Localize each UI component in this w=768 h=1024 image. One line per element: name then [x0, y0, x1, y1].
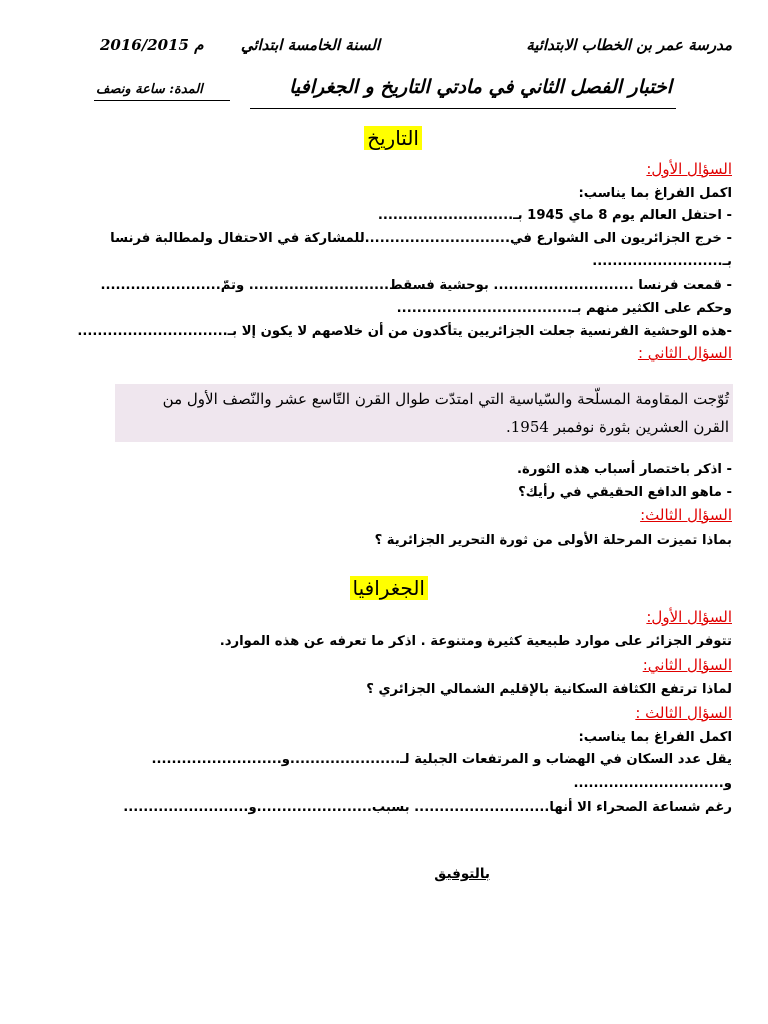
history-heading: التاريخ	[364, 126, 422, 150]
history-q1-line6: -هذه الوحشية الفرنسية جعلت الجزائريين يتأكدون من أن خلاصهم لا يكون إلا بـ..............................	[77, 324, 732, 339]
geography-q2-text: لماذا ترتفع الكثافة السكانية بالإقليم الشمالي الجزائري ؟	[366, 682, 732, 697]
geography-q3-label: السؤال الثالث :	[635, 704, 732, 722]
duration-underline	[94, 100, 230, 101]
geography-q3-line3: رغم شساعة الصحراء الا أنها........................... بسبب.......................و.........................	[123, 800, 732, 815]
history-q1-line4: - قمعت فرنسا ............................ بوحشية فسقط............................ وتمّ........................	[100, 278, 732, 293]
exam-title: اختبار الفصل الثاني في مادتي التاريخ و الجغرافيا	[289, 76, 672, 98]
exam-duration: المدة: ساعة ونصف	[96, 82, 203, 97]
history-q3-text: بماذا تميزت المرحلة الأولى من ثورة التحرير الجزائرية ؟	[374, 533, 732, 548]
school-name: مدرسة عمر بن الخطاب الابتدائية	[526, 36, 732, 54]
quote-line-2: القرن العشرين بثورة نوفمبر 1954.	[505, 418, 729, 436]
school-year: 2016/2015 م	[100, 36, 204, 54]
history-q1-line5: وحكم على الكثير منهم بـ...................................	[396, 301, 732, 316]
title-underline	[250, 108, 676, 109]
closing-wish: بالتوفيق	[434, 866, 490, 882]
history-q1-label: السؤال الأول:	[646, 160, 732, 178]
geography-heading: الجغرافيا	[350, 576, 429, 600]
geography-q3-line1: يقل عدد السكان في الهضاب و المرتفعات الجبلية لـ......................و..........................	[151, 752, 732, 767]
geography-q2-label: السؤال الثاني:	[642, 656, 732, 674]
history-q1-line2: - خرج الجزائريون الى الشوارع في.............................للمشاركة في الاحتفال ولمطالبة فرنسا	[110, 231, 732, 246]
geography-q3-instruction: اكمل الفراغ بما يناسب:	[578, 730, 732, 745]
grade-level: السنة الخامسة ابتدائي	[240, 36, 380, 54]
history-q1-instruction: اكمل الفراغ بما يناسب:	[578, 186, 732, 201]
geography-q1-text: تتوفر الجزائر على موارد طبيعية كثيرة ومتنوعة . اذكر ما تعرفه عن هذه الموارد.	[219, 634, 732, 649]
quote-box	[115, 384, 733, 442]
history-q3-label: السؤال الثالث:	[640, 506, 732, 524]
history-q1-line1: - احتفل العالم يوم 8 ماي 1945 بـ...........................	[377, 208, 732, 223]
quote-line-1: تُوّجت المقاومة المسلّحة والسّياسية التي امتدّت طوال القرن التّاسع عشر والنّصف الأول من	[162, 390, 729, 408]
history-q2-item2: - ماهو الدافع الحقيقي في رأيك؟	[518, 485, 732, 500]
history-q1-line3: بـ..........................	[592, 254, 732, 269]
geography-q3-line2: و..............................	[573, 776, 732, 791]
geography-q1-label: السؤال الأول:	[646, 608, 732, 626]
history-q2-label: السؤال الثاني :	[637, 344, 732, 362]
history-q2-item1: - اذكر باختصار أسباب هذه الثورة.	[516, 462, 732, 477]
